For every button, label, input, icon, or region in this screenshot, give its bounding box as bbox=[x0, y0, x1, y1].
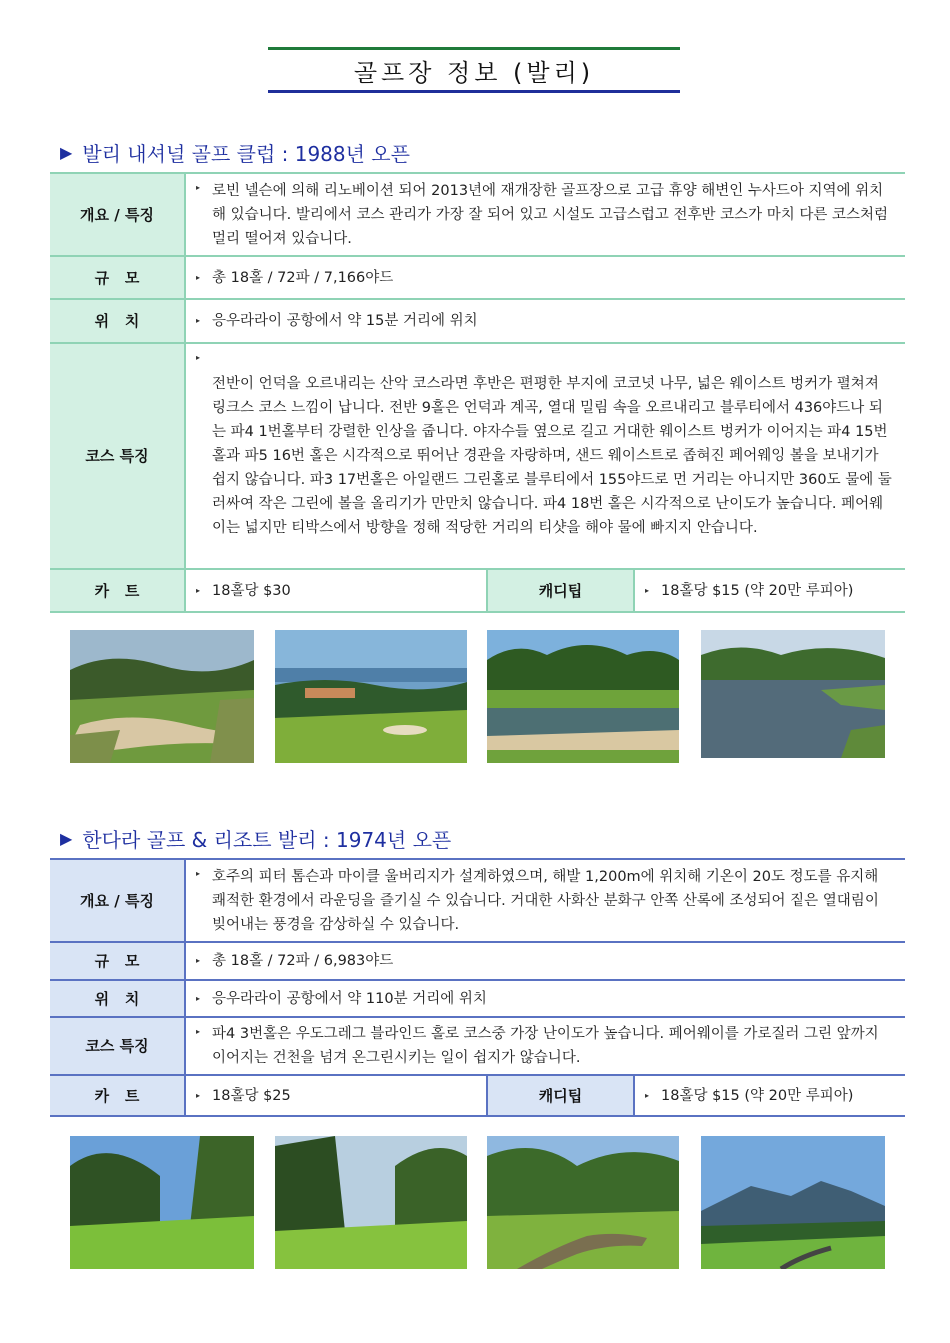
bullet-icon: ▸ bbox=[196, 1027, 201, 1036]
section-heading-text: 발리 내셔널 골프 클럽 : 1988년 오픈 bbox=[82, 142, 410, 166]
bullet-icon: ▸ bbox=[645, 1090, 650, 1100]
label-overview: 개요 / 특징 bbox=[50, 859, 185, 942]
course-photo bbox=[701, 1136, 885, 1269]
value-location: ▸ 응우라라이 공항에서 약 110분 거리에 위치 bbox=[185, 980, 905, 1017]
lake-image bbox=[701, 630, 885, 758]
bullet-icon: ▸ bbox=[196, 993, 201, 1003]
value-cart: ▸ 18홀당 $30 bbox=[185, 569, 487, 612]
label-scale: 규 모 bbox=[50, 942, 185, 980]
row-scale bbox=[50, 942, 905, 980]
info-table-bali-national bbox=[50, 172, 905, 613]
row-cart-caddie bbox=[50, 569, 905, 612]
row-scale bbox=[50, 256, 905, 299]
fairway-bunker-image bbox=[70, 630, 254, 763]
pond-fairway-image bbox=[487, 630, 679, 763]
volcano-view-image bbox=[701, 1136, 885, 1269]
course-photo bbox=[70, 1136, 254, 1269]
course-photo bbox=[275, 1136, 467, 1269]
tree-lined-fairway-image bbox=[275, 1136, 467, 1269]
label-scale: 규 모 bbox=[50, 256, 185, 299]
bullet-icon: ▸ bbox=[645, 585, 650, 595]
value-course: ▸ 전반이 언덕을 오르내리는 산악 코스라면 후반은 편평한 부지에 코코넛 나무, 넓은 웨이스트 벙커가 펼쳐져 링크스 코스 느낌이 납니다. 전반 9홀은 언덕과 계곡, 열대 밀림 속을 오르내리고 블루티에서 436야드나 되는 파4 1번홀부터 강렬한 인상을 줍니다. 야자수들 옆으로 길고 거대한 웨이스트 벙커가 이어지는 파4 15번홀과 파5 16번 홀은 시각적으로 뛰어난 경관을 자랑하며, 샌드 웨이스트로 좁혀진 페어웨잉 볼을 보내기가 쉽지 않습니다. 파3 17번홀은 아일랜드 그린홀로 블루티에서 155야드로 먼 거리는 아니지만 360도 물에 둘러싸여 작은 그린에 볼을 올리기가 만만치 않습니다. 파4 18번 홀은 시각적으로 난이도가 높습니다. 페어웨이는 넓지만 티박스에서 방향을 정해 적당한 거리의 티샷을 해야 물에 빠지지 안습니다. bbox=[185, 343, 905, 569]
value-overview: ▸ 로빈 넬슨에 의해 리노베이션 되어 2013년에 재개장한 골프장으로 고급 휴양 해변인 누사드아 지역에 위치해 있습니다. 발리에서 코스 관리가 가장 잘 되어 있고 시설도 고급스럽고 전후반 코스가 마치 다른 코스처럼 멀리 떨어져 있습니다. bbox=[185, 173, 905, 256]
bullet-icon: ▸ bbox=[196, 272, 201, 282]
label-cart: 카 트 bbox=[50, 1075, 185, 1116]
bullet-icon: ▸ bbox=[196, 869, 201, 878]
bullet-icon: ▸ bbox=[196, 585, 201, 595]
creek-fairway-image bbox=[487, 1136, 679, 1269]
row-location bbox=[50, 299, 905, 343]
label-course: 코스 특징 bbox=[50, 343, 185, 569]
bullet-icon: ▸ bbox=[196, 353, 201, 362]
course-photo bbox=[701, 630, 885, 758]
label-cart: 카 트 bbox=[50, 569, 185, 612]
page-title: 골프장 정보 (발리) bbox=[353, 58, 595, 87]
course-photo bbox=[487, 1136, 679, 1269]
label-overview: 개요 / 특징 bbox=[50, 173, 185, 256]
course-photo bbox=[275, 630, 467, 763]
label-location: 위 치 bbox=[50, 299, 185, 343]
value-cart: ▸ 18홀당 $25 bbox=[185, 1075, 487, 1116]
info-table-handara bbox=[50, 858, 905, 1117]
bullet-icon: ▸ bbox=[196, 316, 201, 325]
value-scale: ▸ 총 18홀 / 72파 / 7,166야드 bbox=[185, 256, 905, 299]
section-heading-text: 한다라 골프 & 리조트 발리 : 1974년 오픈 bbox=[82, 828, 452, 852]
ocean-view-fairway-image bbox=[275, 630, 467, 763]
value-course: ▸ 파4 3번홀은 우도그레그 블라인드 홀로 코스중 가장 난이도가 높습니다. 페어웨이를 가로질러 그린 앞까지 이어지는 건천을 넘겨 온그린시키는 일이 쉽지가 않습니다. bbox=[185, 1017, 905, 1075]
row-course bbox=[50, 1017, 905, 1075]
label-caddie: 캐디팁 bbox=[487, 1075, 634, 1116]
section-heading-bali-national bbox=[60, 138, 410, 167]
label-location: 위 치 bbox=[50, 980, 185, 1017]
value-overview: ▸ 호주의 피터 톰슨과 마이클 울버리지가 설계하였으며, 해발 1,200m에 위치해 기온이 20도 정도를 유지해 쾌적한 환경에서 라운딩을 즐기실 수 있습니다. 거대한 사화산 분화구 안쪽 산록에 조성되어 짙은 열대림이 빚어내는 풍경을 감상하실 수 있습니다. bbox=[185, 859, 905, 942]
label-course: 코스 특징 bbox=[50, 1017, 185, 1075]
bullet-icon: ▸ bbox=[196, 183, 201, 192]
row-course bbox=[50, 343, 905, 569]
triangle-marker-icon: ▶ bbox=[60, 829, 73, 848]
label-caddie: 캐디팁 bbox=[487, 569, 634, 612]
section-heading-handara bbox=[60, 824, 451, 853]
bullet-icon: ▸ bbox=[196, 1090, 201, 1100]
value-caddie: ▸ 18홀당 $15 (약 20만 루피아) bbox=[634, 569, 905, 612]
triangle-marker-icon: ▶ bbox=[60, 143, 73, 162]
row-overview bbox=[50, 173, 905, 256]
course-photo bbox=[70, 630, 254, 763]
row-cart-caddie bbox=[50, 1075, 905, 1116]
page-title-box bbox=[268, 47, 680, 93]
row-overview bbox=[50, 859, 905, 942]
row-location bbox=[50, 980, 905, 1017]
course-photo bbox=[487, 630, 679, 763]
bullet-icon: ▸ bbox=[196, 956, 201, 965]
value-location: ▸ 응우라라이 공항에서 약 15분 거리에 위치 bbox=[185, 299, 905, 343]
value-scale: ▸ 총 18홀 / 72파 / 6,983야드 bbox=[185, 942, 905, 980]
value-caddie: ▸ 18홀당 $15 (약 20만 루피아) bbox=[634, 1075, 905, 1116]
forest-fairway-image bbox=[70, 1136, 254, 1269]
